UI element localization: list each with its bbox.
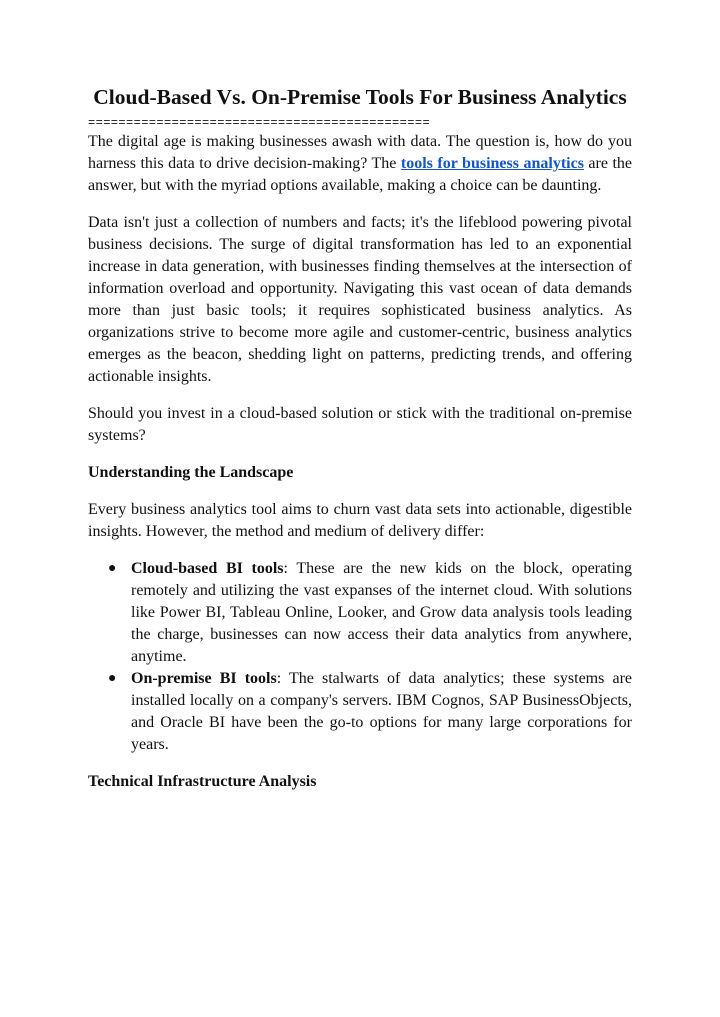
bullet-icon: ● <box>108 671 117 686</box>
intro-text-after-link: are the answer, but with the myriad options available, making a choice can be daunting. <box>88 155 632 194</box>
intro-paragraph <box>88 131 632 197</box>
intro-text-before-link: The digital age is making businesses awash with data. The question is, how do you harness this data to drive decision-making? The <box>88 133 632 172</box>
bullet-icon: ● <box>108 561 117 576</box>
separator-rule: ============================================= <box>88 116 431 130</box>
list-item-on-premise <box>108 668 632 756</box>
question-paragraph: Should you invest in a cloud-based solution or stick with the traditional on-premise systems? <box>88 405 632 444</box>
section-heading-landscape: Understanding the Landscape <box>88 464 294 481</box>
list-item-term: On-premise BI tools <box>131 670 277 687</box>
data-lifeblood-paragraph: Data isn't just a collection of numbers and facts; it's the lifeblood powering pivotal business decisions. The surge of digital transformation has led to an exponential increase in data generation, with businesses finding themselves at the intersection of information overload and opportunity. Navigating this vast ocean of data demands more than just basic tools; it requires sophisticated business analytics. As organizations strive to become more agile and customer-centric, business analytics emerges as the beacon, shedding light on patterns, predicting trends, and offering actionable insights. <box>88 214 632 385</box>
landscape-paragraph: Every business analytics tool aims to churn vast data sets into actionable, digestible insights. However, the method and medium of delivery differ: <box>88 501 632 540</box>
document-page <box>88 84 632 793</box>
document-title: Cloud-Based Vs. On-Premise Tools For Business Analytics <box>93 85 627 109</box>
section-heading-technical-infrastructure: Technical Infrastructure Analysis <box>88 773 317 790</box>
list-item-text: : The stalwarts of data analytics; these systems are installed locally on a company's servers. IBM Cognos, SAP BusinessObjects, and Oracle BI have been the go-to options for many large corporations for years. <box>131 670 632 753</box>
bi-tools-list <box>88 558 632 756</box>
list-item-text: : These are the new kids on the block, operating remotely and utilizing the vast expanses of the internet cloud. With solutions like Power BI, Tableau Online, Looker, and Grow data analysis tools leading the charge, businesses can now access their data analytics from anywhere, anytime. <box>131 560 632 665</box>
list-item-cloud-based <box>108 558 632 668</box>
list-item-term: Cloud-based BI tools <box>131 560 284 577</box>
tools-for-business-analytics-link[interactable]: tools for business analytics <box>400 155 584 172</box>
